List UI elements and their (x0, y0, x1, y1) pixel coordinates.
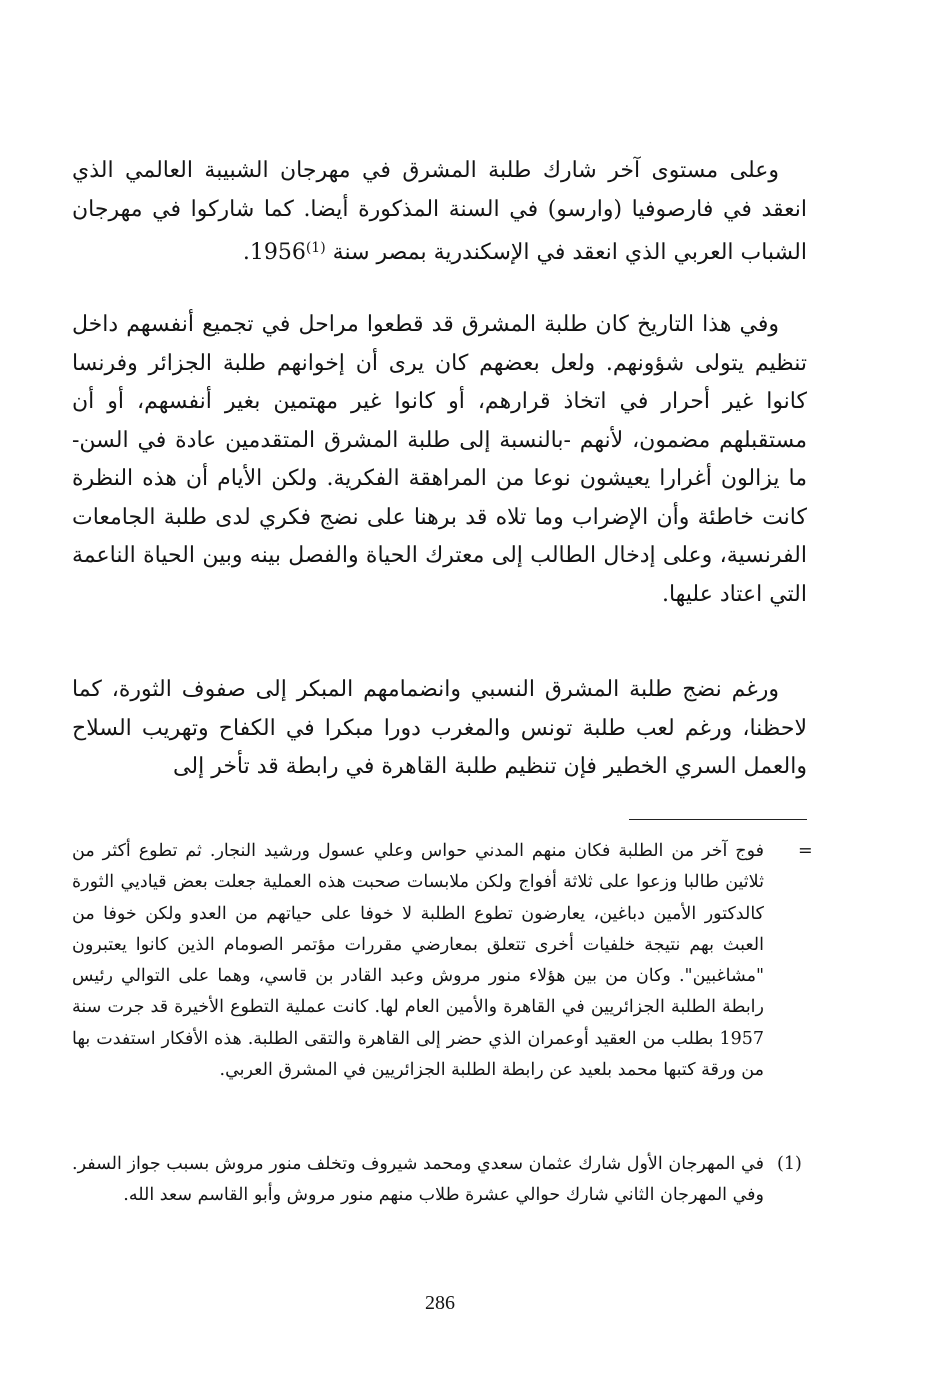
footnote-continuation: فوج آخر من الطلبة فكان منهم المدني حواس وعلي عسول ورشيد النجار. ثم تطوع أكثر من ثلاثين طالبا وزعوا على ثلاثة أفواج ولكن ملابسات صحبت هذه العملية جعلت بعض قياديي الثورة كالدكتور الأمين دباغين، يعارضون تطوع الطلبة لا خوفا على حياتهم من العدو ولكن خوفا من العبث بهم نتيجة خلفيات أخرى تتعلق بمعارضي مقررات مؤتمر الصومام الذين كانوا يعتبرون "مشاغبين". وكان من بين هؤلاء منور مروش وعبد القادر بن قاسي، وهما على التوالي رئيس رابطة الطلبة الجزائريين في القاهرة والأمين العام لها. كانت عملية التطوع الأخيرة قد جرت سنة 1957 بطلب من العقيد أوعمران الذي حضر إلى القاهرة والتقى الطلبة. هذه الأفكار استفدت بها من ورقة كتبها محمد بلعيد عن رابطة الطلبة الجزائريين في المشرق العربي. (72, 841, 764, 1081)
paragraph-3 (72, 671, 807, 787)
footnote-reference: (1) (305, 240, 326, 256)
page-number: 286 (425, 1292, 455, 1314)
footnote-separator (629, 819, 807, 820)
footnote-1: في المهرجان الأول شارك عثمان سعدي ومحمد شيروف وتخلف منور مروش بسبب جواز السفر. وفي المهرجان الثاني شارك حوالي عشرة طلاب منهم منور مروش وأبو القاسم سعد الله. (72, 1154, 764, 1206)
paragraph-3-text: ورغم نضج طلبة المشرق النسبي وانضمامهم المبكر إلى صفوف الثورة، كما لاحظنا، ورغم لعب طلبة تونس والمغرب دورا مبكرا في الكفاح وتهريب السلاح والعمل السري الخطير فإن تنظيم طلبة القاهرة في رابطة قد تأخر إلى (72, 677, 807, 779)
paragraph-1 (72, 152, 807, 273)
paragraph-2 (72, 306, 807, 614)
paragraph-1-end-mark: . (242, 240, 250, 265)
footnote-1-marker: (1) (777, 1154, 802, 1174)
paragraph-1-text: وعلى مستوى آخر شارك طلبة المشرق في مهرجان الشبيبة العالمي الذي انعقد في فارصوفيا (وارسو) في السنة المذكورة أيضا. كما شاركوا في مهرجان الشباب العربي الذي انعقد في الإسكندرية بمصر سنة 1956 (72, 158, 807, 265)
footnote-continuation-marker: = (798, 841, 813, 861)
paragraph-2-text: وفي هذا التاريخ كان طلبة المشرق قد قطعوا مراحل في تجميع أنفسهم داخل تنظيم يتولى شؤونهم. ولعل بعضهم كان يرى أن إخوانهم طلبة الجزائر وفرنسا كانوا غير أحرار في اتخاذ قرارهم، أو كانوا غير مهتمين بغير أنفسهم، أو أن مستقبلهم مضمون، لأنهم -بالنسبة إلى طلبة المشرق المتقدمين عادة في السن- ما يزالون أغرارا يعيشون نوعا من المراهقة الفكرية. ولكن الأيام أن هذه النظرة كانت خاطئة وأن الإضراب وما تلاه قد برهنا على نضج فكري لدى طلبة الجامعات الفرنسية، وعلى إدخال الطالب إلى معترك الحياة والفصل بينه وبين الحياة الناعمة التي اعتاد عليها. (72, 312, 807, 607)
